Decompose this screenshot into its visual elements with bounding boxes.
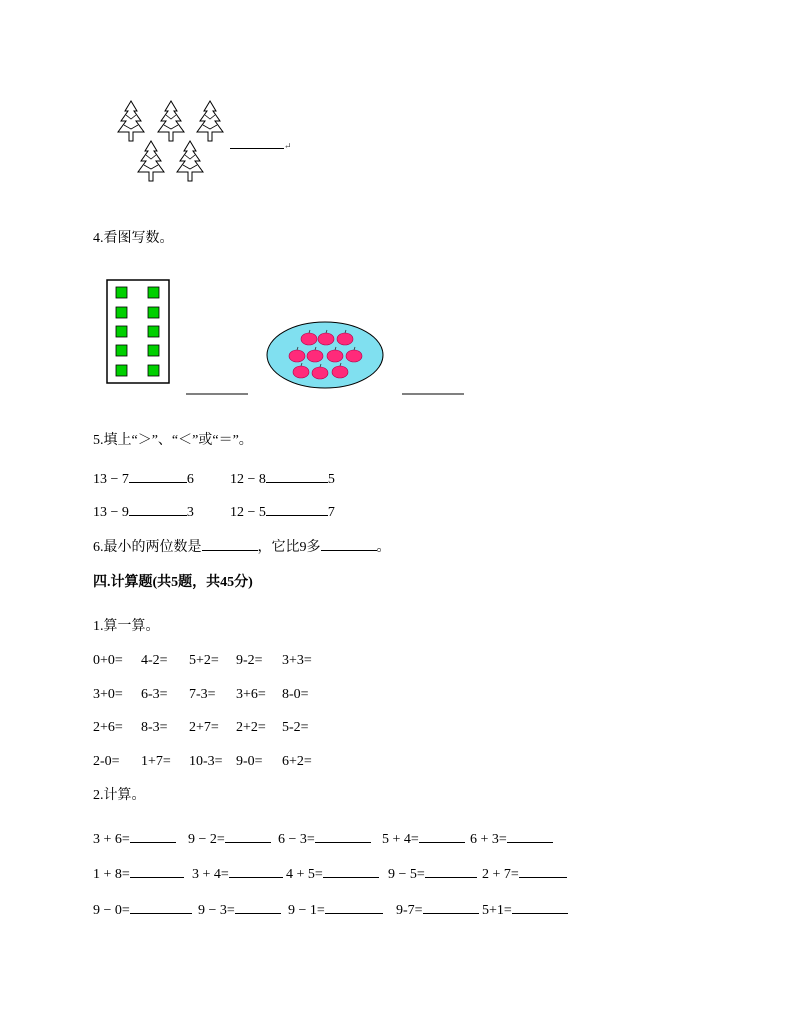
calc1-problem: 8-0= [282, 687, 309, 702]
q5-blank[interactable] [129, 501, 187, 516]
calc2-expr: 5 + 4= [382, 832, 419, 847]
calc2-problem [482, 863, 567, 882]
calc2-problem [93, 863, 184, 882]
calc2-expr: 1 + 8= [93, 867, 130, 882]
calc1-problem: 2+2= [236, 720, 266, 735]
calc2-problem [198, 899, 281, 918]
calc2-answer-blank[interactable] [315, 828, 371, 843]
calc2-expr: 2 + 7= [482, 867, 519, 882]
plate [267, 322, 383, 388]
calc2-expr: 9 − 1= [288, 903, 325, 918]
calc1-problem: 2+7= [189, 720, 219, 735]
calc2-problem [396, 899, 479, 918]
calc2-expr: 5+1= [482, 903, 512, 918]
calc2-answer-blank[interactable] [512, 899, 568, 914]
calc2-expr: 6 + 3= [470, 832, 507, 847]
q6-line [93, 536, 391, 555]
calc2-expr: 3 + 4= [192, 867, 229, 882]
calc2-problem [470, 828, 553, 847]
q5-value: 7 [327, 505, 335, 520]
calc2-expr: 9 − 3= [198, 903, 235, 918]
q5-value: 6 [186, 472, 194, 487]
calc2-answer-blank[interactable] [235, 899, 281, 914]
q5-row-2b [230, 501, 335, 520]
calc2-problem [278, 828, 371, 847]
calc2-expr: 3 + 6= [93, 832, 130, 847]
calc2-problem [93, 828, 176, 847]
calc1-problem: 7-3= [189, 687, 216, 702]
q5-title: 5.填上“＞”、“＜”或“＝”。 [93, 433, 253, 448]
q5-expr: 13 − 9 [93, 505, 129, 520]
calc1-problem: 3+3= [282, 653, 312, 668]
q5-row-2 [93, 501, 194, 520]
calc2-expr: 9 − 2= [188, 832, 225, 847]
q4-illustrations [0, 0, 794, 420]
calc2-answer-blank[interactable] [425, 863, 477, 878]
calc2-answer-blank[interactable] [323, 863, 379, 878]
calc1-problem: 9-0= [236, 754, 263, 769]
q5-expr: 12 − 5 [230, 505, 266, 520]
return-mark: ↵ [284, 141, 292, 151]
calc1-problem: 9-2= [236, 653, 263, 668]
calc2-expr: 6 − 3= [278, 832, 315, 847]
calc1-problem: 3+0= [93, 687, 123, 702]
calc1-problem: 3+6= [236, 687, 266, 702]
calc2-problem [188, 828, 271, 847]
calc2-answer-blank[interactable] [130, 899, 192, 914]
q4-title: 4.看图写数。 [93, 231, 174, 246]
calc2-problem [382, 828, 465, 847]
calc2-answer-blank[interactable] [325, 899, 383, 914]
q5-expr: 12 − 8 [230, 472, 266, 487]
q6-blank-1[interactable] [202, 536, 258, 551]
q5-row-1b [230, 468, 335, 487]
calc2-problem [288, 899, 383, 918]
q5-blank[interactable] [266, 501, 328, 516]
calc1-problem: 1+7= [141, 754, 171, 769]
calc2-expr: 4 + 5= [286, 867, 323, 882]
calc2-expr: 9-7= [396, 903, 423, 918]
q6-text-2: ，它比9多 [257, 540, 321, 555]
q5-row-1 [93, 468, 194, 487]
calc2-answer-blank[interactable] [507, 828, 553, 843]
calc1-problem: 0+0= [93, 653, 123, 668]
calc1-problem: 5+2= [189, 653, 219, 668]
calc2-answer-blank[interactable] [130, 863, 184, 878]
calc2-answer-blank[interactable] [130, 828, 176, 843]
calc2-title: 2.计算。 [93, 788, 146, 803]
calc2-problem [482, 899, 568, 918]
q5-expr: 13 − 7 [93, 472, 129, 487]
q5-blank[interactable] [266, 468, 328, 483]
q6-text-1: 6.最小的两位数是 [93, 540, 202, 555]
calc1-title: 1.算一算。 [93, 619, 160, 634]
calc2-answer-blank[interactable] [229, 863, 283, 878]
calc2-problem [388, 863, 477, 882]
calc2-problem [286, 863, 379, 882]
calc2-answer-blank[interactable] [423, 899, 479, 914]
calc1-problem: 10-3= [189, 754, 223, 769]
section-title: 四.计算题(共5题，共45分) [93, 575, 253, 590]
q6-blank-2[interactable] [321, 536, 377, 551]
calc1-problem: 6-3= [141, 687, 168, 702]
q5-blank[interactable] [129, 468, 187, 483]
calc1-problem: 4-2= [141, 653, 168, 668]
calc1-problem: 6+2= [282, 754, 312, 769]
calc2-problem [93, 899, 192, 918]
calc1-problem: 8-3= [141, 720, 168, 735]
calc1-problem: 2-0= [93, 754, 120, 769]
q5-value: 5 [327, 472, 335, 487]
calc2-expr: 9 − 5= [388, 867, 425, 882]
calc2-answer-blank[interactable] [519, 863, 567, 878]
q5-value: 3 [186, 505, 194, 520]
calc2-problem [192, 863, 283, 882]
q6-text-3: 。 [376, 540, 391, 555]
calc2-answer-blank[interactable] [225, 828, 271, 843]
calc1-problem: 5-2= [282, 720, 309, 735]
calc2-answer-blank[interactable] [419, 828, 465, 843]
calc1-problem: 2+6= [93, 720, 123, 735]
calc2-expr: 9 − 0= [93, 903, 130, 918]
